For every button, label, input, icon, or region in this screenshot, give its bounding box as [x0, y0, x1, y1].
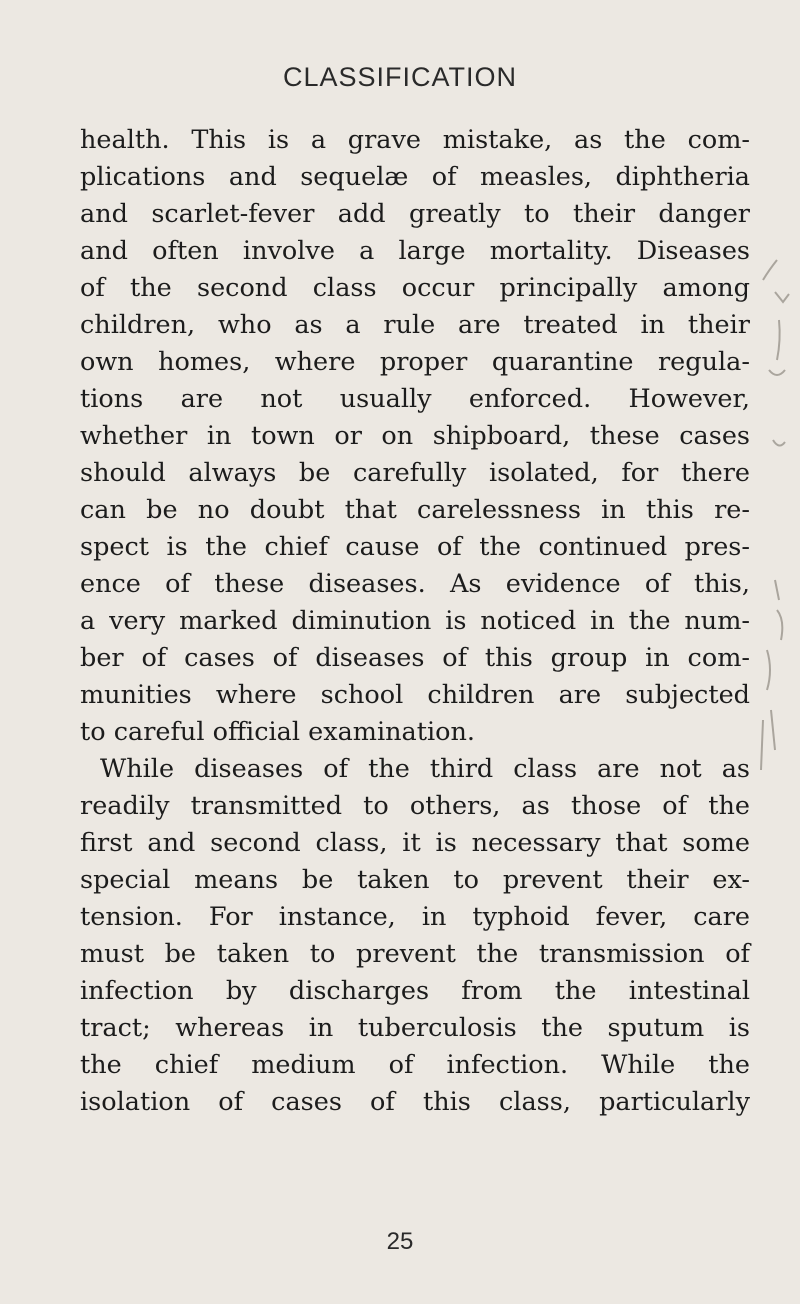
text-line: whether in town or on shipboard, these cases [80, 421, 750, 451]
text-line: While diseases of the third class are not as [100, 754, 750, 784]
text-line: isolation of cases of this class, particularly [80, 1087, 750, 1117]
text-line: to careful official examination. [80, 717, 476, 747]
text-line: readily transmitted to others, as those of the [80, 791, 750, 821]
text-line: a very marked diminution is noticed in the num- [80, 606, 750, 636]
text-line: tract; whereas in tuberculosis the sputum is [80, 1013, 750, 1043]
text-line: special means be taken to prevent their ex- [80, 865, 750, 895]
text-line: and scarlet-fever add greatly to their danger [80, 199, 750, 229]
text-line: must be taken to prevent the transmission of [80, 939, 750, 969]
text-line: spect is the chief cause of the continued pres- [80, 532, 750, 562]
text-line: the chief medium of infection. While the [80, 1050, 750, 1080]
paragraph-2 [80, 751, 750, 1121]
text-line: should always be carefully isolated, for there [80, 458, 750, 488]
body-text [80, 122, 750, 1121]
text-line: children, who as a rule are treated in their [80, 310, 750, 340]
text-line: tension. For instance, in typhoid fever, care [80, 902, 750, 932]
text-line: tions are not usually enforced. However, [80, 384, 750, 414]
text-line: first and second class, it is necessary that some [80, 828, 750, 858]
paragraph-1 [80, 122, 750, 751]
text-line: plications and sequelæ of measles, diphtheria [80, 162, 750, 192]
text-line: can be no doubt that carelessness in this re- [80, 495, 750, 525]
page-number: 25 [386, 1228, 414, 1255]
text-line: and often involve a large mortality. Diseases [80, 236, 750, 266]
running-head: CLASSIFICATION [282, 62, 518, 92]
text-line: infection by discharges from the intestinal [80, 976, 750, 1006]
text-line: own homes, where proper quarantine regula- [80, 347, 750, 377]
text-line: munities where school children are subjected [80, 680, 750, 710]
edge-bleed-marks [755, 250, 800, 810]
text-line: of the second class occur principally among [80, 273, 750, 303]
text-line: ber of cases of diseases of this group in com- [80, 643, 750, 673]
text-line: ence of these diseases. As evidence of this, [80, 569, 750, 599]
text-line: health. This is a grave mistake, as the com- [80, 125, 750, 155]
